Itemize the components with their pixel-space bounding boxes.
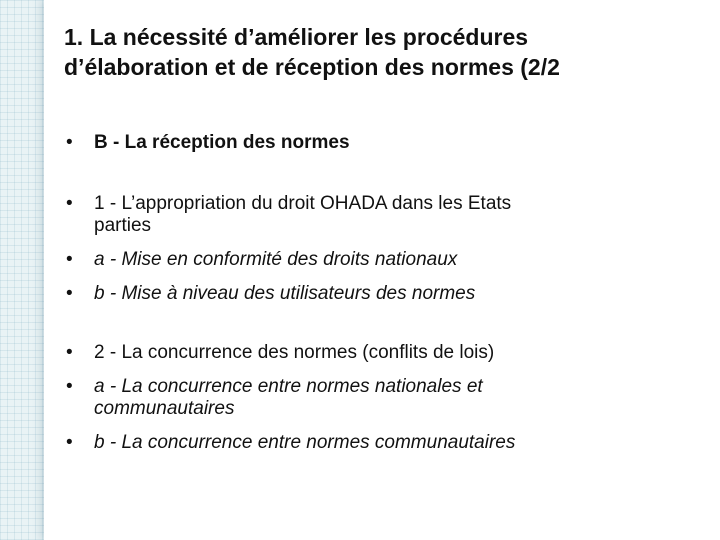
section-b-heading: B - La réception des normes bbox=[94, 132, 350, 153]
list-item-nationales-communautaires bbox=[66, 376, 706, 420]
bullet-icon: • bbox=[66, 376, 73, 397]
slide-title bbox=[64, 22, 704, 82]
bullet-icon: • bbox=[66, 432, 73, 453]
list-item-mise-a-niveau bbox=[66, 283, 706, 305]
list-item-entre-communautaires bbox=[66, 432, 706, 454]
list-item-text: b - La concurrence entre normes communautaires bbox=[94, 432, 516, 453]
list-item-appropriation bbox=[66, 193, 706, 237]
bullet-icon: • bbox=[66, 342, 73, 363]
section-b-list bbox=[66, 132, 706, 166]
group-1-list bbox=[66, 193, 706, 317]
bullet-icon: • bbox=[66, 132, 73, 153]
list-item-text: parties bbox=[94, 215, 152, 236]
list-item-concurrence bbox=[66, 342, 706, 364]
list-item-section-b bbox=[66, 132, 706, 154]
list-item-text: 1 - L’appropriation du droit OHADA dans les Etats bbox=[94, 193, 512, 214]
slide-title-line-2: d’élaboration et de réception des normes (2/2 bbox=[64, 54, 560, 80]
list-item-text: 2 - La concurrence des normes (conflits de lois) bbox=[94, 342, 495, 363]
bullet-icon: • bbox=[66, 193, 73, 214]
list-item-text: b - Mise à niveau des utilisateurs des normes bbox=[94, 283, 476, 304]
list-item-text: communautaires bbox=[94, 398, 235, 419]
list-item-mise-en-conformite bbox=[66, 249, 706, 271]
list-item-text: a - La concurrence entre normes nationales et bbox=[94, 376, 483, 397]
group-2-list bbox=[66, 342, 706, 466]
list-item-text: a - Mise en conformité des droits nationaux bbox=[94, 249, 458, 270]
slide-title-line-1: 1. La nécessité d’améliorer les procédures bbox=[64, 24, 529, 50]
bullet-icon: • bbox=[66, 283, 73, 304]
bullet-icon: • bbox=[66, 249, 73, 270]
